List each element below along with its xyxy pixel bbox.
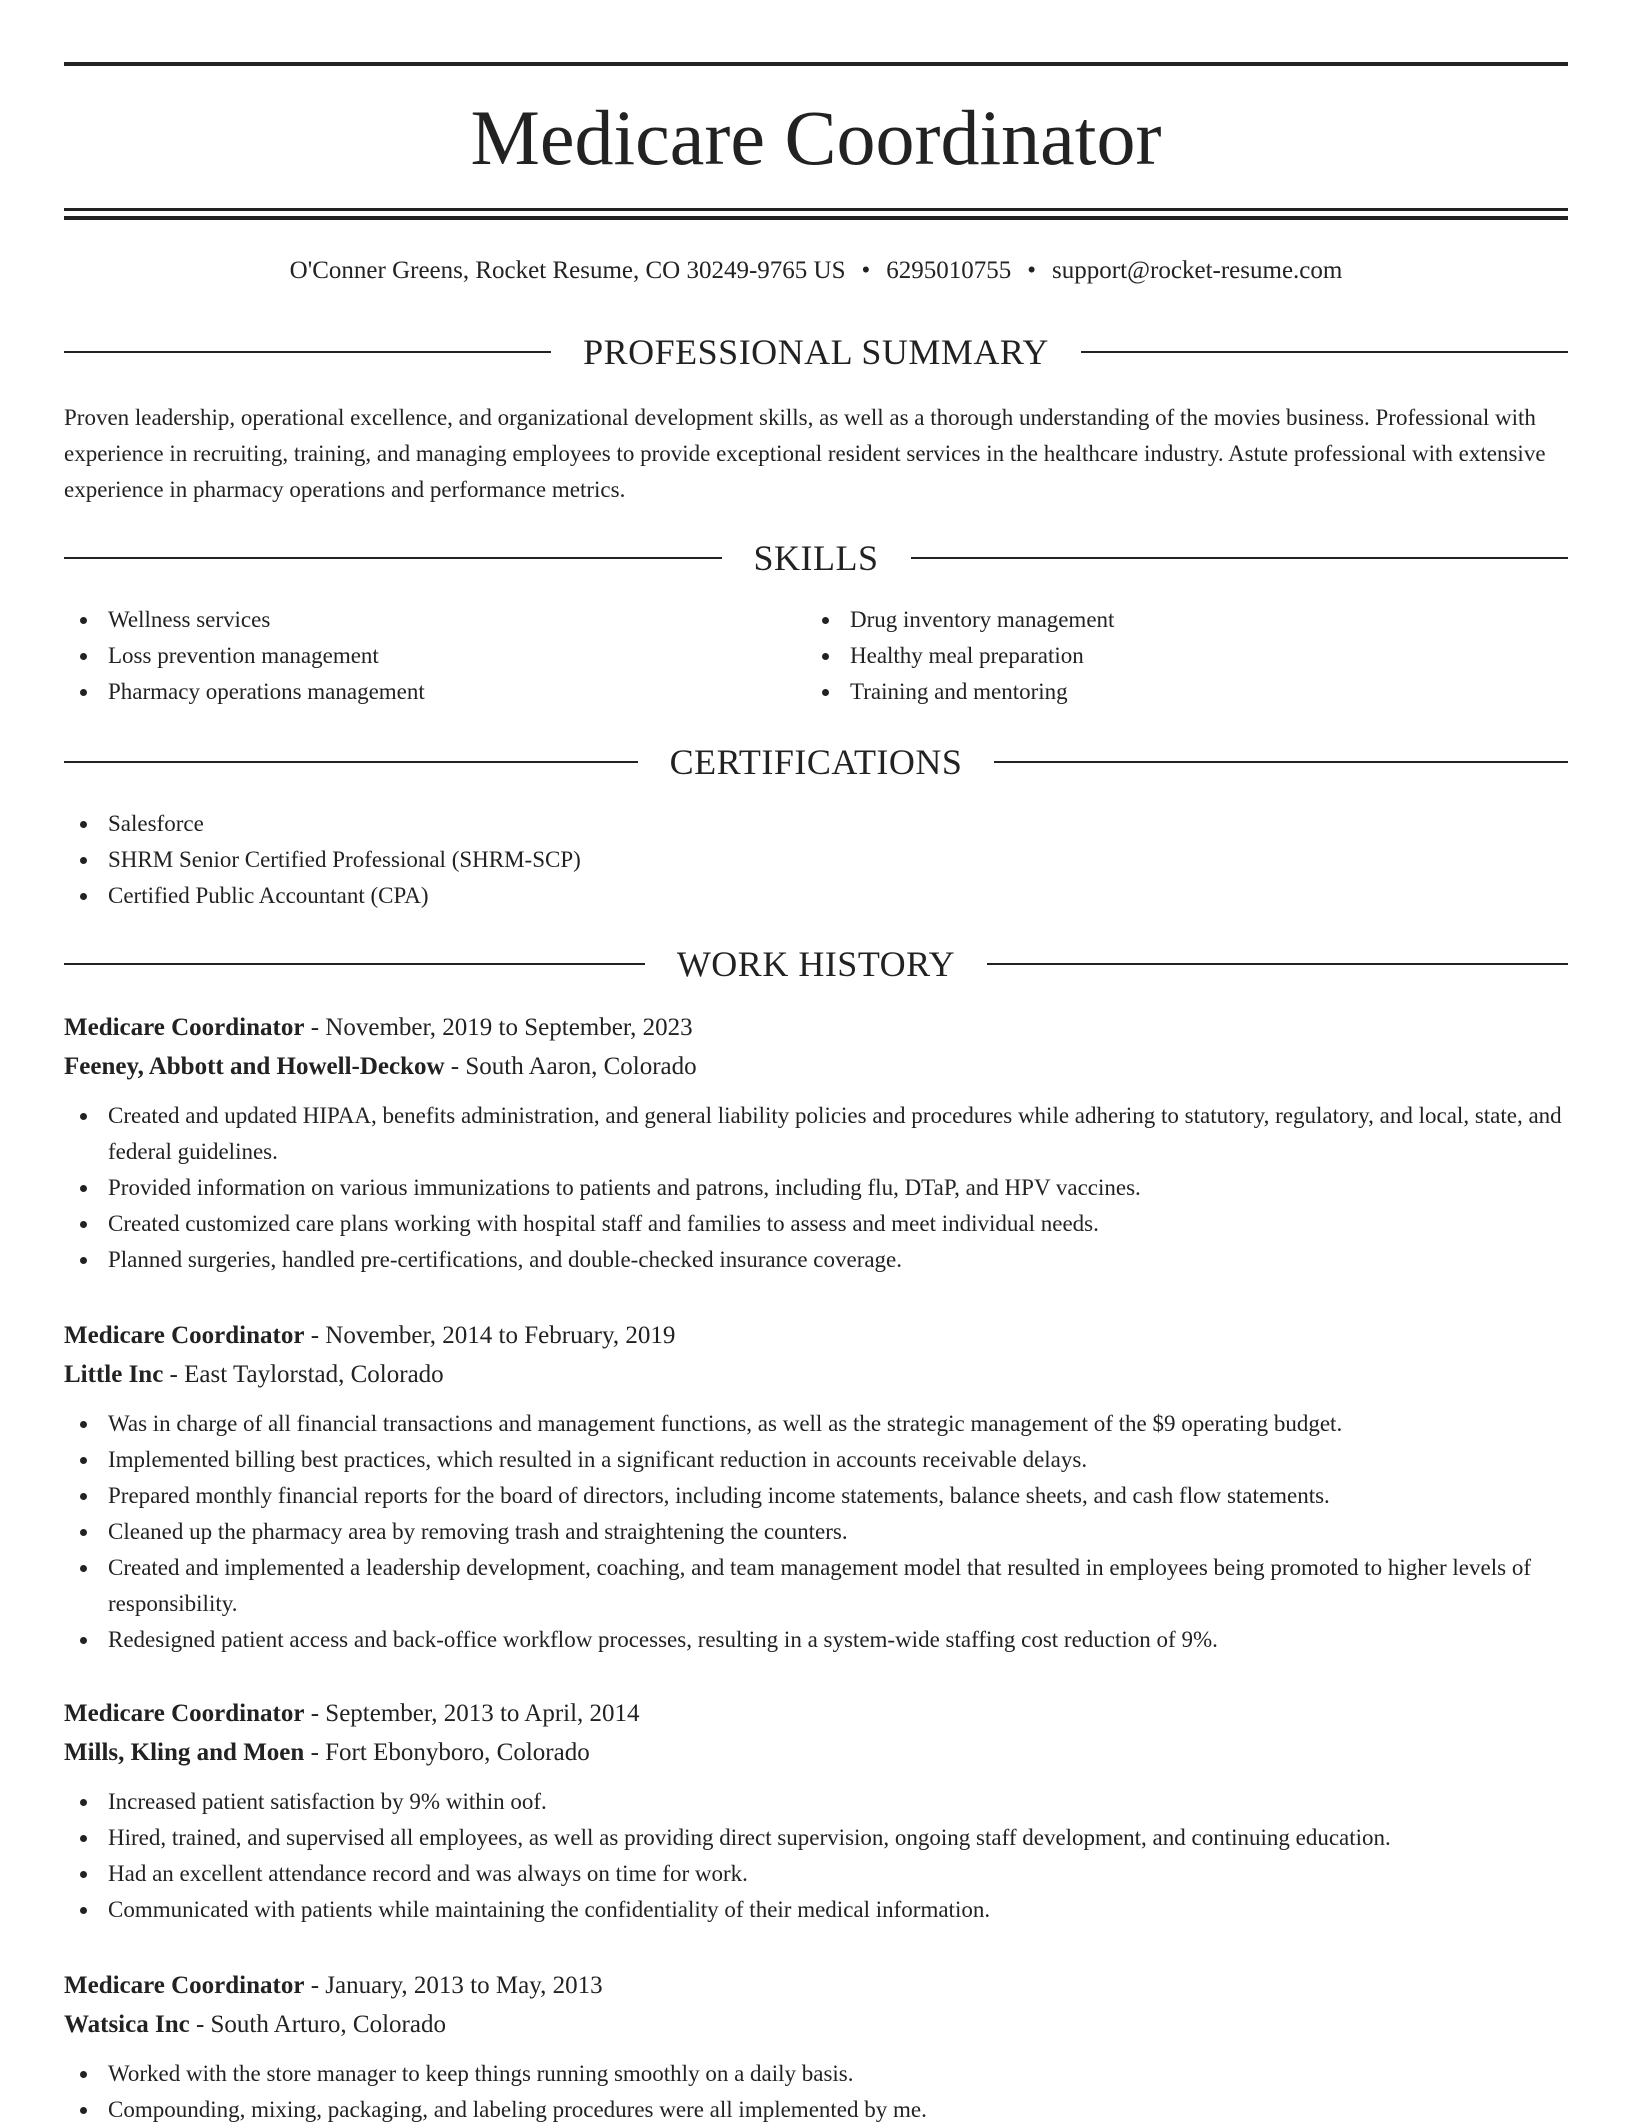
section-title: PROFESSIONAL SUMMARY <box>583 332 1049 372</box>
job-title: Medicare Coordinator <box>64 1700 305 1727</box>
list-item: Created and updated HIPAA, benefits administration, and general liability policies and procedures while adhering to statutory, regulatory, and local, state, and federal guidelines. <box>64 1098 1568 1170</box>
list-item: Redesigned patient access and back-office workflow processes, resulting in a system-wide staffing cost reduction of 9%. <box>64 1622 1568 1658</box>
heading-rule <box>1081 351 1568 353</box>
list-item: Was in charge of all financial transactions and management functions, as well as the strategic management of the $9 operating budget. <box>64 1406 1568 1442</box>
job-title-line <box>64 1316 1568 1355</box>
certifications-list <box>64 806 1568 914</box>
list-item: Certified Public Accountant (CPA) <box>64 878 1568 914</box>
contact-separator: • <box>1027 257 1037 284</box>
job-entry <box>64 1008 1568 1278</box>
list-item: SHRM Senior Certified Professional (SHRM-SCP) <box>64 842 1568 878</box>
contact-separator: • <box>861 257 871 284</box>
job-dates: - November, 2014 to February, 2019 <box>304 1322 676 1349</box>
heading-rule <box>64 557 722 559</box>
job-location: - East Taylorstad, Colorado <box>163 1361 444 1388</box>
double-rule-upper <box>64 208 1568 211</box>
heading-rule <box>64 963 645 965</box>
list-item: Increased patient satisfaction by 9% within oof. <box>64 1784 1568 1820</box>
job-bullets <box>64 2056 1568 2128</box>
job-title-line <box>64 1008 1568 1047</box>
list-item: Created customized care plans working with hospital staff and families to assess and meet individual needs. <box>64 1206 1568 1242</box>
skills-list-left <box>64 602 806 710</box>
top-rule <box>64 62 1568 66</box>
job-title: Medicare Coordinator <box>64 1972 305 1999</box>
job-bullets <box>64 1098 1568 1278</box>
job-dates: - September, 2013 to April, 2014 <box>304 1700 640 1727</box>
job-dates: - January, 2013 to May, 2013 <box>304 1972 603 1999</box>
contact-line <box>64 254 1568 288</box>
job-title-line <box>64 1966 1568 2005</box>
job-company-line <box>64 1733 1568 1772</box>
list-item: Planned surgeries, handled pre-certifications, and double-checked insurance coverage. <box>64 1242 1568 1278</box>
job-bullets <box>64 1406 1568 1658</box>
section-title: SKILLS <box>753 538 879 578</box>
list-item: Created and implemented a leadership development, coaching, and team management model that resulted in employees being promoted to higher levels of responsibility. <box>64 1550 1568 1622</box>
contact-address: O'Conner Greens, Rocket Resume, CO 30249-9765 US <box>289 257 846 284</box>
job-company: Watsica Inc <box>64 2011 190 2038</box>
list-item: Compounding, mixing, packaging, and labeling procedures were all implemented by me. <box>64 2092 1568 2128</box>
heading-rule <box>911 557 1569 559</box>
job-bullets <box>64 1784 1568 1928</box>
section-title: CERTIFICATIONS <box>669 742 963 782</box>
list-item: Healthy meal preparation <box>806 638 1548 674</box>
section-heading-work-history <box>64 944 1568 984</box>
skills-list-right <box>806 602 1548 710</box>
heading-rule <box>987 963 1568 965</box>
job-company-line <box>64 1355 1568 1394</box>
job-location: - Fort Ebonyboro, Colorado <box>304 1739 590 1766</box>
list-item: Wellness services <box>64 602 806 638</box>
skills-columns <box>64 602 1568 710</box>
job-entry <box>64 1966 1568 2128</box>
contact-phone: 6295010755 <box>886 257 1012 284</box>
section-heading-skills <box>64 538 1568 578</box>
section-heading-summary <box>64 332 1568 372</box>
list-item: Provided information on various immunizations to patients and patrons, including flu, DTaP, and HPV vaccines. <box>64 1170 1568 1206</box>
job-company: Little Inc <box>64 1361 164 1388</box>
heading-rule <box>64 761 638 763</box>
job-company: Feeney, Abbott and Howell-Deckow <box>64 1053 445 1080</box>
list-item: Pharmacy operations management <box>64 674 806 710</box>
job-company: Mills, Kling and Moen <box>64 1739 305 1766</box>
resume-title: Medicare Coordinator <box>470 94 1162 181</box>
list-item: Hired, trained, and supervised all employees, as well as providing direct supervision, ongoing staff development, and continuing education. <box>64 1820 1568 1856</box>
list-item: Training and mentoring <box>806 674 1548 710</box>
list-item: Had an excellent attendance record and was always on time for work. <box>64 1856 1568 1892</box>
job-entry <box>64 1316 1568 1658</box>
list-item: Communicated with patients while maintaining the confidentiality of their medical information. <box>64 1892 1568 1928</box>
summary-text: Proven leadership, operational excellence, and organizational development skills, as well as a thorough understanding of the movies business. Professional with experience in recruiting, training, and managing employees to provide exceptional resident services in the healthcare industry. Astute professional with extensive experience in pharmacy operations and performance metrics. <box>64 405 1546 502</box>
job-location: - South Aaron, Colorado <box>444 1053 697 1080</box>
job-company-line <box>64 2005 1568 2044</box>
job-title: Medicare Coordinator <box>64 1322 305 1349</box>
job-title-line <box>64 1694 1568 1733</box>
job-dates: - November, 2019 to September, 2023 <box>304 1014 693 1041</box>
list-item: Salesforce <box>64 806 1568 842</box>
list-item: Worked with the store manager to keep things running smoothly on a daily basis. <box>64 2056 1568 2092</box>
double-rule-lower <box>64 216 1568 220</box>
list-item: Loss prevention management <box>64 638 806 674</box>
list-item: Drug inventory management <box>806 602 1548 638</box>
job-title: Medicare Coordinator <box>64 1014 305 1041</box>
job-entry <box>64 1694 1568 1928</box>
heading-rule <box>994 761 1568 763</box>
job-company-line <box>64 1047 1568 1086</box>
contact-email: support@rocket-resume.com <box>1052 257 1343 284</box>
list-item: Implemented billing best practices, which resulted in a significant reduction in accounts receivable delays. <box>64 1442 1568 1478</box>
list-item: Prepared monthly financial reports for the board of directors, including income statements, balance sheets, and cash flow statements. <box>64 1478 1568 1514</box>
heading-rule <box>64 351 551 353</box>
list-item: Cleaned up the pharmacy area by removing trash and straightening the counters. <box>64 1514 1568 1550</box>
section-title: WORK HISTORY <box>676 944 956 984</box>
section-heading-certifications <box>64 742 1568 782</box>
job-location: - South Arturo, Colorado <box>189 2011 446 2038</box>
